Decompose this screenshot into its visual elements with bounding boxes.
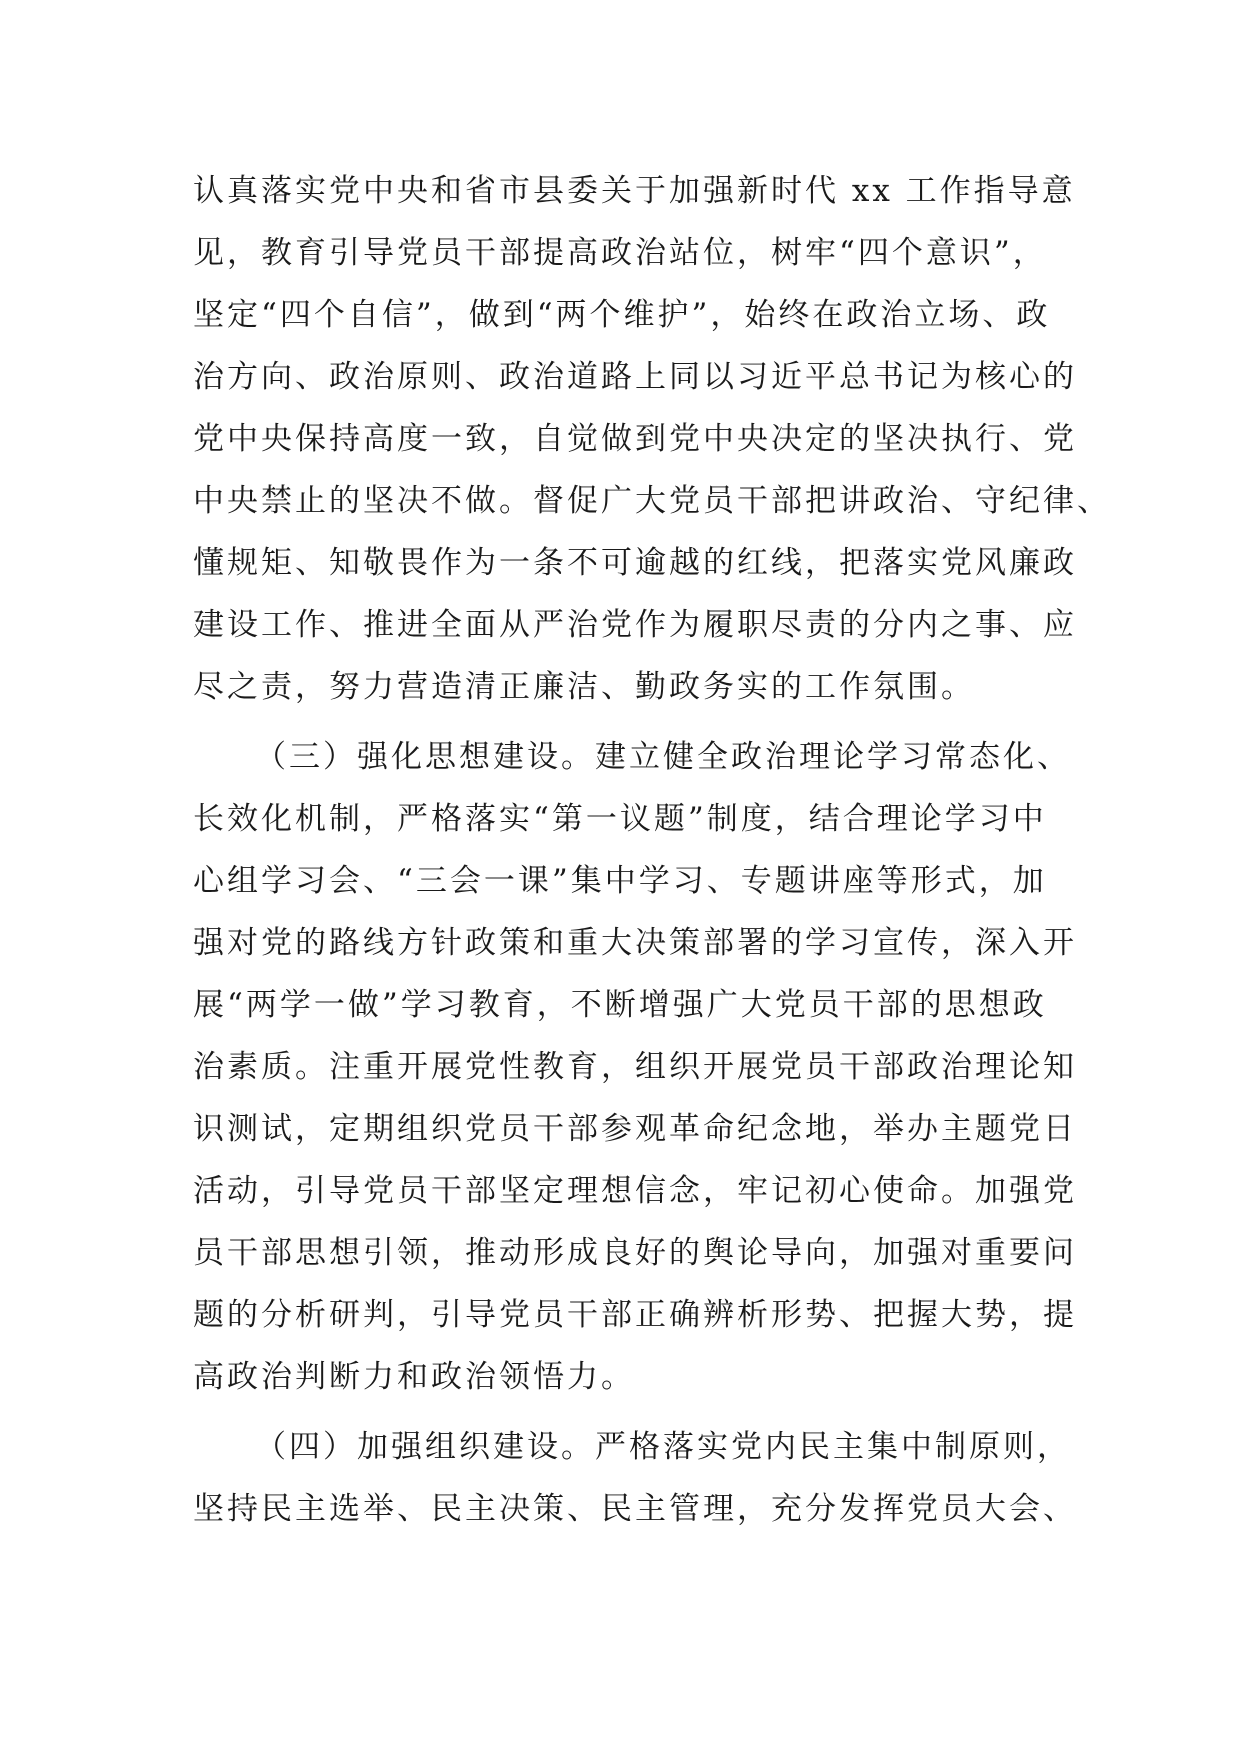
- text-line: 高政治判断力和政治领悟力。: [193, 1359, 635, 1395]
- text-line: （四）加强组织建设。严格落实党内民主集中制原则，: [255, 1429, 1071, 1465]
- paragraph-gap: [193, 718, 1063, 726]
- text-line: 员干部思想引领，推动形成良好的舆论导向，加强对重要问: [193, 1235, 1077, 1271]
- text-line: 治素质。注重开展党性教育，组织开展党员干部政治理论知: [193, 1049, 1077, 1085]
- text-line: 懂规矩、知敬畏作为一条不可逾越的红线，把落实党风廉政: [193, 545, 1077, 581]
- text-line: 建设工作、推进全面从严治党作为履职尽责的分内之事、应: [193, 607, 1077, 643]
- text-line: 强对党的路线方针政策和重大决策部署的学习宣传，深入开: [193, 925, 1077, 961]
- text-line: 展“两学一做”学习教育，不断增强广大党员干部的思想政: [193, 987, 1047, 1023]
- paragraph-section-4: [193, 1416, 1077, 1540]
- text-line: 题的分析研判，引导党员干部正确辨析形势、把握大势，提: [193, 1297, 1077, 1333]
- text-line: 坚定“四个自信”，做到“两个维护”，始终在政治立场、政: [193, 297, 1051, 333]
- text-line: 治方向、政治原则、政治道路上同以习近平总书记为核心的: [193, 359, 1077, 395]
- paragraph-gap: [193, 1408, 1063, 1416]
- paragraph-1: [193, 160, 1111, 718]
- text-line: （三）强化思想建设。建立健全政治理论学习常态化、: [255, 739, 1071, 775]
- text-line: 中央禁止的坚决不做。督促广大党员干部把讲政治、守纪律、: [193, 483, 1111, 519]
- text-line: 心组学习会、“三会一课”集中学习、专题讲座等形式，加: [193, 863, 1047, 899]
- text-line: 党中央保持高度一致，自觉做到党中央决定的坚决执行、党: [193, 421, 1077, 457]
- text-line: 识测试，定期组织党员干部参观革命纪念地，举办主题党日: [193, 1111, 1077, 1147]
- text-line: 坚持民主选举、民主决策、民主管理，充分发挥党员大会、: [193, 1491, 1077, 1527]
- text-line: 见，教育引导党员干部提高政治站位，树牢“四个意识”，: [193, 235, 1047, 271]
- paragraph-section-3: [193, 726, 1077, 1408]
- text-line: 尽之责，努力营造清正廉洁、勤政务实的工作氛围。: [193, 669, 975, 705]
- text-line: 长效化机制，严格落实“第一议题”制度，结合理论学习中: [193, 801, 1047, 837]
- text-line: 活动，引导党员干部坚定理想信念，牢记初心使命。加强党: [193, 1173, 1077, 1209]
- document-body: [193, 160, 1111, 1540]
- text-line: 认真落实党中央和省市县委关于加强新时代 xx 工作指导意: [193, 173, 1076, 209]
